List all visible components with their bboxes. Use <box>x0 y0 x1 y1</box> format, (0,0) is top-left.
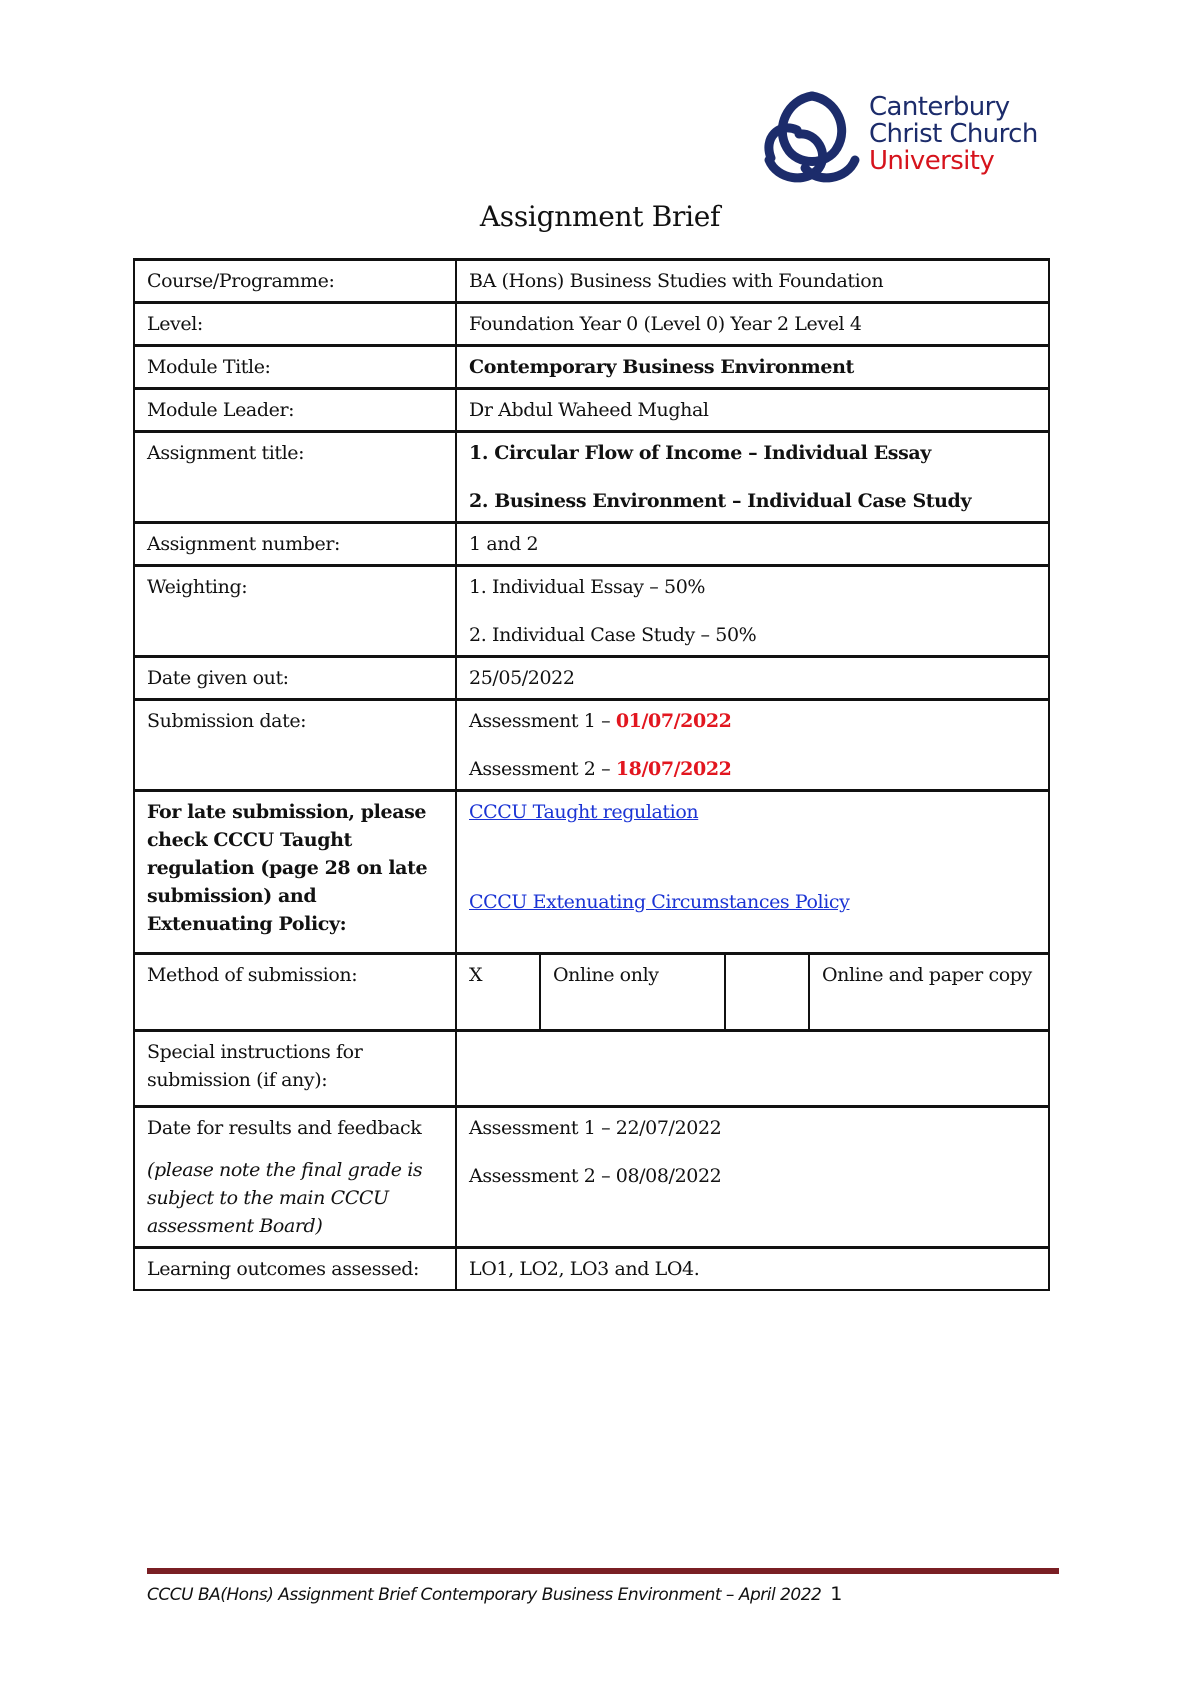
method-label: Method of submission: <box>134 954 456 1031</box>
learning-outcomes-value: LO1, LO2, LO3 and LO4. <box>456 1248 1049 1291</box>
special-instructions-label: Special instructions for submission (if any): <box>134 1031 456 1107</box>
submission-date-cell <box>456 700 1049 791</box>
weighting-1: 1. Individual Essay – 50% <box>469 576 706 598</box>
paper-copy-option: Online and paper copy <box>809 955 1048 1029</box>
footer-divider <box>147 1568 1059 1574</box>
table-row <box>134 566 1049 657</box>
assignment-brief-table <box>133 258 1050 1291</box>
course-value: BA (Hons) Business Studies with Foundation <box>456 260 1049 303</box>
extenuating-policy-line <box>469 888 1036 916</box>
assignment-title-cell <box>456 432 1049 523</box>
online-only-mark: X <box>469 964 483 986</box>
results-note: (please note the final grade is subject to the main CCCU assessment Board) <box>147 1159 423 1237</box>
method-options-table <box>457 955 1048 1029</box>
module-leader-value: Dr Abdul Waheed Mughal <box>456 389 1049 432</box>
module-leader-label: Module Leader: <box>134 389 456 432</box>
submission-a2-prefix: Assessment 2 – <box>469 758 616 780</box>
submission-a2-date: 18/07/2022 <box>615 758 732 780</box>
table-row <box>134 303 1049 346</box>
results-label: Date for results and feedback <box>147 1117 422 1139</box>
logo-line-2: Christ Church <box>869 119 1038 149</box>
logo-wordmark <box>869 94 1038 175</box>
course-label: Course/Programme: <box>134 260 456 303</box>
table-row <box>134 389 1049 432</box>
results-assessment-2: Assessment 2 – 08/08/2022 <box>469 1165 722 1187</box>
date-given-label: Date given out: <box>134 657 456 700</box>
table-row <box>134 432 1049 523</box>
online-only-option: Online only <box>540 955 725 1029</box>
table-row <box>134 1031 1049 1107</box>
date-given-value: 25/05/2022 <box>456 657 1049 700</box>
footer <box>147 1583 842 1605</box>
results-cell <box>456 1107 1049 1248</box>
module-title-value: Contemporary Business Environment <box>456 346 1049 389</box>
level-value: Foundation Year 0 (Level 0) Year 2 Level 4 <box>456 303 1049 346</box>
table-row <box>134 260 1049 303</box>
table-row <box>134 1248 1049 1291</box>
submission-a1-prefix: Assessment 1 – <box>469 710 616 732</box>
level-label: Level: <box>134 303 456 346</box>
assignment-title-label: Assignment title: <box>134 432 456 523</box>
footer-text: CCCU BA(Hons) Assignment Brief Contemporary Business Environment – April 2022 <box>147 1585 822 1605</box>
table-row <box>134 523 1049 566</box>
submission-assessment-1 <box>469 707 1036 735</box>
table-row <box>134 791 1049 954</box>
weighting-2: 2. Individual Case Study – 50% <box>469 624 757 646</box>
taught-regulation-link[interactable]: CCCU Taught regulation <box>469 801 699 823</box>
submission-assessment-2 <box>469 755 1036 783</box>
university-logo <box>757 88 1057 198</box>
extenuating-circumstances-link[interactable]: CCCU Extenuating Circumstances Policy <box>469 891 850 913</box>
submission-a1-date: 01/07/2022 <box>615 710 732 732</box>
table-row <box>134 700 1049 791</box>
assignment-number-value: 1 and 2 <box>456 523 1049 566</box>
table-row <box>134 954 1049 1031</box>
assignment-title-1: 1. Circular Flow of Income – Individual Essay <box>469 442 931 464</box>
assignment-number-label: Assignment number: <box>134 523 456 566</box>
learning-outcomes-label: Learning outcomes assessed: <box>134 1248 456 1291</box>
page-number: 1 <box>830 1583 842 1605</box>
module-title-label: Module Title: <box>134 346 456 389</box>
table-row <box>134 346 1049 389</box>
late-submission-links <box>456 791 1049 954</box>
taught-regulation-line <box>469 798 1036 826</box>
logo-line-3: University <box>869 146 995 176</box>
weighting-label: Weighting: <box>134 566 456 657</box>
page-title: Assignment Brief <box>479 200 721 233</box>
paper-copy-mark <box>725 955 809 1029</box>
special-instructions-value <box>456 1031 1049 1107</box>
logo-line-1: Canterbury <box>869 92 1010 122</box>
assignment-title-2: 2. Business Environment – Individual Case Study <box>469 490 972 512</box>
method-options-cell <box>456 954 1049 1031</box>
table-row <box>134 657 1049 700</box>
results-assessment-1: Assessment 1 – 22/07/2022 <box>469 1117 722 1139</box>
weighting-cell <box>456 566 1049 657</box>
table-row <box>134 1107 1049 1248</box>
results-label-cell <box>134 1107 456 1248</box>
university-emblem-icon <box>757 88 867 188</box>
late-submission-label: For late submission, please check CCCU Taught regulation (page 28 on late submission) and Extenuating Policy: <box>134 791 456 954</box>
submission-date-label: Submission date: <box>134 700 456 791</box>
